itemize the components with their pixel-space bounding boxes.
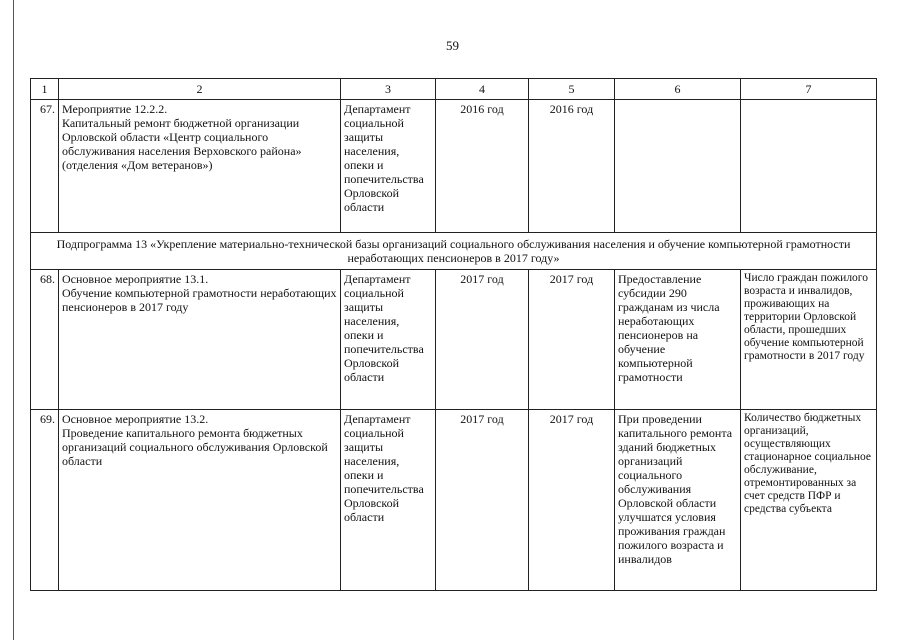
table-row bbox=[31, 100, 877, 233]
column-header: 3 bbox=[341, 79, 436, 100]
table-row bbox=[31, 270, 877, 410]
result-cell: Предоставление субсидии 290 гражданам из числа неработающих пенсионеров на обучение компьютерной грамотности bbox=[615, 270, 741, 410]
measure-cell: Мероприятие 12.2.2. Капитальный ремонт бюджетной организации Орловской области «Центр социального обслуживания населения Верховского района» (отделения «Дом ветеранов») bbox=[59, 100, 341, 233]
column-header: 2 bbox=[59, 79, 341, 100]
subprogram-title: Подпрограмма 13 «Укрепление материально-технической базы организаций социального обслуживания населения и обучение компьютерной грамотности неработающих пенсионеров в 2017 году» bbox=[31, 233, 877, 270]
end-year-cell: 2016 год bbox=[529, 100, 615, 233]
column-header: 4 bbox=[436, 79, 529, 100]
end-year-cell: 2017 год bbox=[529, 410, 615, 591]
indicator-cell: Количество бюджетных организаций, осуществляющих стационарное социальное обслуживание, отремонтированных за счет средств ПФР и средства субъекта bbox=[741, 410, 877, 591]
result-cell: При проведении капитального ремонта зданий бюджетных организаций социального обслуживания Орловской области улучшатся условия проживания граждан пожилого возраста и инвалидов bbox=[615, 410, 741, 591]
column-header: 1 bbox=[31, 79, 59, 100]
column-header: 6 bbox=[615, 79, 741, 100]
measure-cell: Основное мероприятие 13.2. Проведение капитального ремонта бюджетных организаций социального обслуживания Орловской области bbox=[59, 410, 341, 591]
executor-cell: Департамент социальной защиты населения, опеки и попечительства Орловской области bbox=[341, 270, 436, 410]
executor-cell: Департамент социальной защиты населения, опеки и попечительства Орловской области bbox=[341, 410, 436, 591]
page-left-edge bbox=[13, 0, 14, 640]
row-number: 69. bbox=[31, 410, 59, 591]
table-row bbox=[31, 410, 877, 591]
column-header: 7 bbox=[741, 79, 877, 100]
end-year-cell: 2017 год bbox=[529, 270, 615, 410]
indicator-cell: Число граждан пожилого возраста и инвалидов, проживающих на территории Орловской области, прошедших обучение компьютерной грамотности в 2017 году bbox=[741, 270, 877, 410]
measure-cell: Основное мероприятие 13.1. Обучение компьютерной грамотности неработающих пенсионеров в 2017 году bbox=[59, 270, 341, 410]
start-year-cell: 2017 год bbox=[436, 410, 529, 591]
result-cell bbox=[615, 100, 741, 233]
subprogram-row bbox=[31, 233, 877, 270]
column-header: 5 bbox=[529, 79, 615, 100]
row-number: 68. bbox=[31, 270, 59, 410]
start-year-cell: 2016 год bbox=[436, 100, 529, 233]
program-measures-table bbox=[30, 78, 877, 591]
page-number: 59 bbox=[446, 38, 459, 53]
table-header-row bbox=[31, 79, 877, 100]
row-number: 67. bbox=[31, 100, 59, 233]
start-year-cell: 2017 год bbox=[436, 270, 529, 410]
indicator-cell bbox=[741, 100, 877, 233]
executor-cell: Департамент социальной защиты населения, опеки и попечительства Орловской области bbox=[341, 100, 436, 233]
